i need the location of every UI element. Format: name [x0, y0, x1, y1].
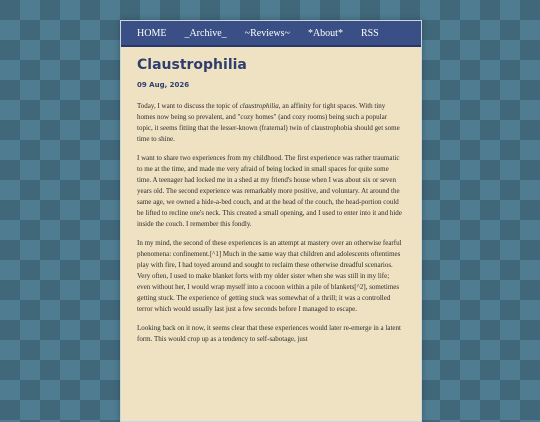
paragraph-text: , an affinity for tight spaces. With tiny homes now being so prevalent, and "cozy homes" (and cozy rooms) being such a popular topic, it seems fitting that the lesser-known (fraternal) twin of claustrophobia should get some time to shine. [137, 102, 400, 143]
post-content [121, 47, 421, 345]
post-paragraph [137, 323, 403, 345]
paragraph-text: I want to share two experiences from my childhood. The first experience was rather traumatic to me at the time, and made me very afraid of being locked in small spaces for quite some time. A teenager had locked me in a shed at my friend's house when I was about six or seven years old. The second experience was remarkably more positive, and voluntary. At around the same age, we owned a hide-a-bed couch, and at the head of the couch, the head-portion could be lifted to recline one's neck. This created a small opening, and I used to enter into it and hide inside the couch. I remember this fondly. [137, 154, 402, 228]
paragraph-text: Today, I want to discuss the topic of [137, 102, 240, 110]
post-date: 09 Aug, 2026 [137, 81, 190, 89]
post-title: Claustrophilia [137, 57, 247, 73]
paragraph-text: In my mind, the second of these experiences is an attempt at mastery over an otherwise fearful phenomena: confinement.[^1] Much in the same way that children and adolescents oftentimes play with fire, I had toyed around and sought to reclaim these otherwise dreadful scenarios. Very often, I used to make blanket forts with my older sister when she was still in my life; even without her, I would wrap myself into a cocoon within a pile of blankets[^2], sometimes getting stuck. The experience of getting stuck was somewhat of a thrill; it was a controlled terror which would usually last just a few seconds before I managed to escape. [137, 239, 402, 313]
paragraph-text: Looking back on it now, it seems clear that these experiences would later re-emerge in a latent form. This would crop up as a tendency to self-sabotage, just [137, 324, 401, 343]
blog-page [120, 20, 422, 422]
nav-link-about[interactable]: *About* [307, 27, 343, 39]
nav-link-reviews[interactable]: ~Reviews~ [244, 27, 290, 39]
emphasized-term: claustrophilia [239, 102, 279, 110]
post-paragraph [137, 101, 403, 145]
post-paragraph [137, 153, 403, 230]
nav-link-archive[interactable]: _Archive_ [184, 27, 227, 39]
post-paragraph [137, 238, 403, 315]
top-navigation-bar [121, 21, 421, 47]
nav-link-rss[interactable]: RSS [360, 27, 379, 39]
nav-link-home[interactable]: HOME [137, 27, 167, 39]
